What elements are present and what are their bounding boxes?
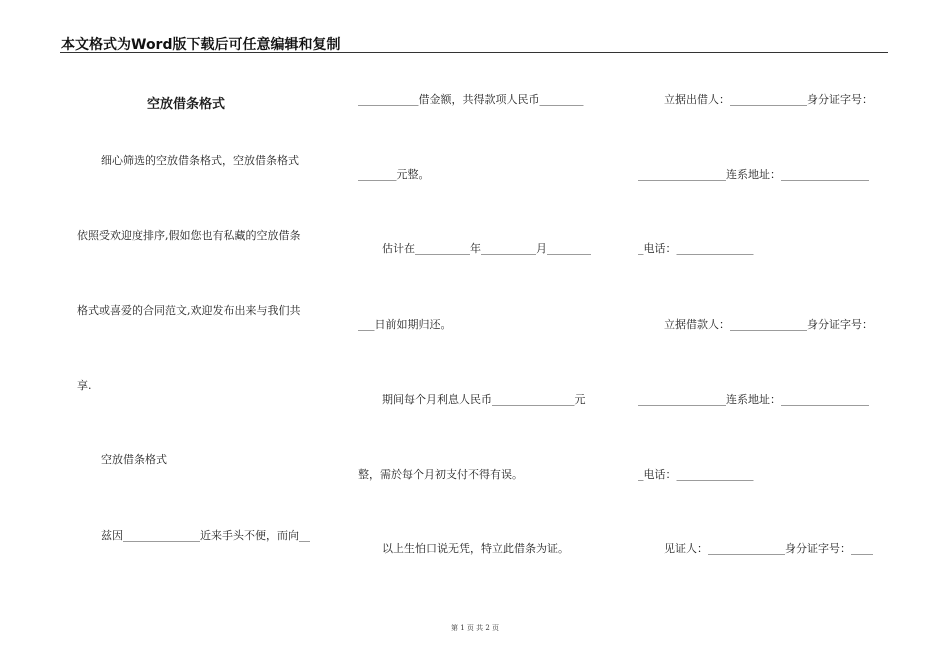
col1-line-5: 空放借条格式 (101, 453, 167, 466)
col3-line-1: 立据出借人：______________身分证字号： (664, 93, 873, 106)
document-title: 空放借条格式 (147, 97, 226, 112)
col3-line-2: ________________连系地址：________________ (638, 168, 869, 181)
col1-line-3: 格式或喜爱的合同范文,欢迎发布出来与我们共 (77, 304, 301, 317)
col1-line-4: 享. (77, 379, 92, 392)
col1-line-1: 细心筛选的空放借条格式，空放借条格式 (101, 154, 299, 167)
document-header: 本文格式为Word版下载后可任意编辑和复制 (61, 37, 341, 53)
col3-line-6: _电话：______________ (638, 468, 754, 481)
col3-line-5: ________________连系地址：________________ (638, 393, 869, 406)
col3-line-4: 立据借款人：______________身分证字号： (664, 318, 873, 331)
header-rule (60, 52, 888, 53)
col1-line-2: 依照受欢迎度排序,假如您也有私藏的空放借条 (77, 229, 301, 242)
col2-line-6: 整，需於每个月初支付不得有误。 (358, 468, 523, 481)
page-number: 第 1 页 共 2 页 (450, 624, 500, 632)
col2-line-2: _______元整。 (358, 168, 430, 181)
col2-line-5: 期间每个月利息人民币_______________元 (382, 393, 586, 406)
col2-line-4: ___日前如期归还。 (358, 318, 452, 331)
col3-line-3: _电话：______________ (638, 242, 754, 255)
col1-line-6: 兹因______________近来手头不便，而向__ (101, 529, 310, 542)
col2-line-1: ___________借金额，共得款项人民币________ (358, 93, 584, 106)
col3-line-7: 见证人：______________身分证字号：____ (664, 542, 873, 555)
col2-line-7: 以上生怕口说无凭，特立此借条为证。 (382, 542, 569, 555)
col2-line-3: 估计在__________年__________月________ (382, 242, 591, 255)
